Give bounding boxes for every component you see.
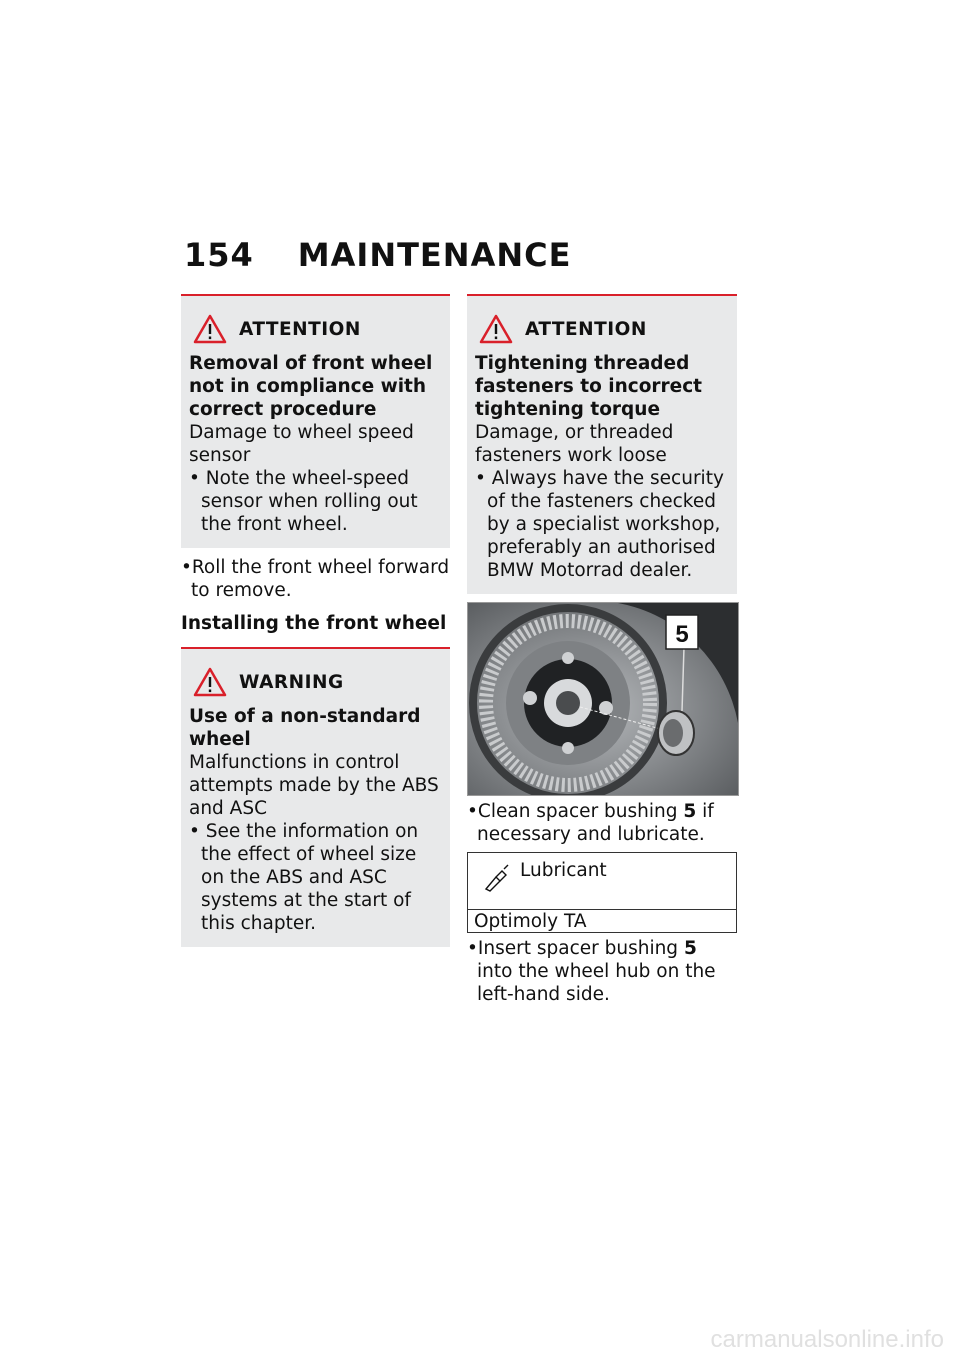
warning-label: WARNING: [239, 671, 344, 693]
step-insert-text-end: into the wheel hub on the left-hand side.: [477, 961, 716, 1005]
section-title: MAINTENANCE: [297, 236, 572, 274]
attention-box-wheel: [181, 294, 450, 548]
warning-header: [193, 667, 442, 697]
attention-label: ATTENTION: [525, 318, 647, 340]
warning-triangle-icon: [479, 314, 513, 344]
lubricant-table: [467, 852, 737, 933]
attention-bullet: • Note the wheel-speed sensor when rolling out the front wheel.: [189, 468, 418, 535]
subheading-installing: Installing the front wheel: [181, 613, 447, 634]
lubricant-header: [468, 853, 736, 910]
step-insert-bushing: [467, 937, 737, 1006]
left-column: [181, 294, 450, 955]
warning-title: Use of a non-standard wheel: [189, 706, 421, 750]
lubricant-label: Lubricant: [520, 860, 607, 881]
warning-bullet: • See the information on the effect of wheel size on the ABS and ASC systems at the start of this chapter.: [189, 821, 419, 934]
wheel-hub-photo: [467, 602, 739, 796]
attention-label: ATTENTION: [239, 318, 361, 340]
step-insert-ref: 5: [683, 938, 697, 959]
step-clean-ref: 5: [683, 801, 697, 822]
page-number: 154: [184, 236, 254, 274]
attention-bullet: • Always have the security of the fasteners checked by a specialist workshop, preferably an authorised BMW Motorrad dealer.: [475, 468, 724, 581]
attention-header: [193, 314, 442, 344]
step-clean-bushing: [467, 800, 737, 846]
warning-triangle-icon: [193, 314, 227, 344]
lubricant-value: Optimoly TA: [474, 911, 587, 932]
watermark: carmanualsonline.info: [710, 1326, 944, 1353]
step-insert-text: •Insert spacer bushing: [467, 938, 684, 959]
step-clean-text: •Clean spacer bushing: [467, 801, 684, 822]
right-column: [467, 294, 737, 1010]
wheel-hub-illustration: [468, 603, 738, 795]
attention-title: Tightening threaded fasteners to incorrect tightening torque: [475, 353, 703, 420]
warning-triangle-icon: [193, 667, 227, 697]
attention-body: Damage to wheel speed sensor: [189, 422, 414, 466]
attention-title: Removal of front wheel not in compliance with correct procedure: [189, 353, 433, 420]
warning-body: Malfunctions in control attempts made by the ABS and ASC: [189, 752, 439, 819]
step-clean-text-end: if necessary and lubricate.: [477, 801, 714, 845]
attention-body: Damage, or threaded fasteners work loose: [475, 422, 674, 466]
callout-5: 5: [675, 621, 689, 648]
oil-dropper-icon: [480, 863, 510, 893]
step-roll-wheel: •Roll the front wheel forward to remove.: [181, 557, 450, 601]
attention-box-torque: [467, 294, 737, 594]
attention-header: [479, 314, 729, 344]
page-header: [184, 236, 571, 274]
warning-box-wheel: [181, 647, 450, 947]
